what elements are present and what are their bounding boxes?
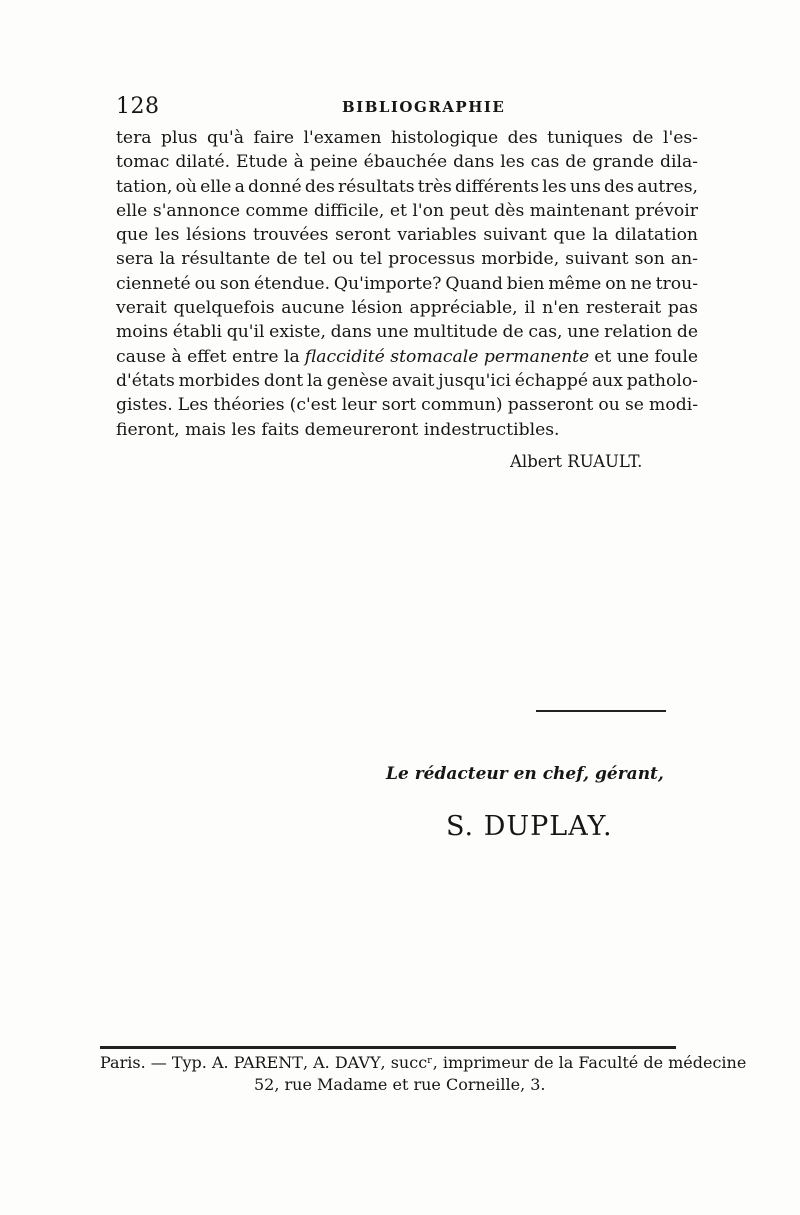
running-title: BIBLIOGRAPHIE: [342, 98, 506, 116]
text-line: verait quelquefois aucune lésion appréciable, il n'en resterait pas: [116, 298, 698, 319]
editor-name: S. DUPLAY.: [446, 811, 613, 842]
text-line: d'états morbides dont la genèse avait jusqu'ici échappé aux patholo-: [116, 370, 698, 391]
successor-name: DAVY: [334, 1053, 381, 1072]
text-line: cienneté ou son étendue. Qu'importe? Quand bien même on ne trou-: [116, 273, 698, 294]
section-divider: [536, 710, 666, 712]
text-line-with-emphasis: cause à effet entre la flaccidité stomacale permanente et une foule: [116, 345, 698, 369]
page-header: [116, 94, 698, 124]
imprint-line: Paris. — Typ. A. PARENT, A. DAVY, succʳ, imprimeur de la Faculté de médecine: [100, 1053, 747, 1072]
page-number: 128: [116, 94, 160, 119]
text-line: moins établi qu'il existe, dans une multitude de cas, une relation de: [116, 322, 698, 343]
emphasized-term: flaccidité stomacale permanente: [304, 346, 590, 367]
text-line: sera la résultante de tel ou tel processus morbide, suivant son an-: [116, 249, 698, 270]
imprint-address: 52, rue Madame et rue Corneille, 3.: [254, 1075, 546, 1094]
body-paragraph: [116, 126, 698, 442]
text-line: tera plus qu'à faire l'examen histologique des tuniques de l'es-: [116, 128, 698, 148]
text-line: tation, où elle a donné des résultats très différents les uns des autres,: [116, 176, 698, 197]
editor-role: Le rédacteur en chef, gérant,: [386, 764, 664, 784]
text-line: fieront, mais les faits demeureront indestructibles.: [116, 419, 560, 440]
author-signature: Albert RUAULT.: [510, 452, 643, 471]
text-line: que les lésions trouvées seront variables suivant que la dilatation: [116, 225, 698, 246]
text-line: gistes. Les théories (c'est leur sort commun) passeront ou se modi-: [116, 395, 698, 416]
footer-rule: [100, 1046, 676, 1049]
text-line: tomac dilaté. Etude à peine ébauchée dans les cas de grande dila-: [116, 152, 698, 173]
text-line: elle s'annonce comme difficile, et l'on peut dès maintenant prévoir: [116, 200, 698, 221]
printer-name: PARENT: [233, 1053, 303, 1072]
